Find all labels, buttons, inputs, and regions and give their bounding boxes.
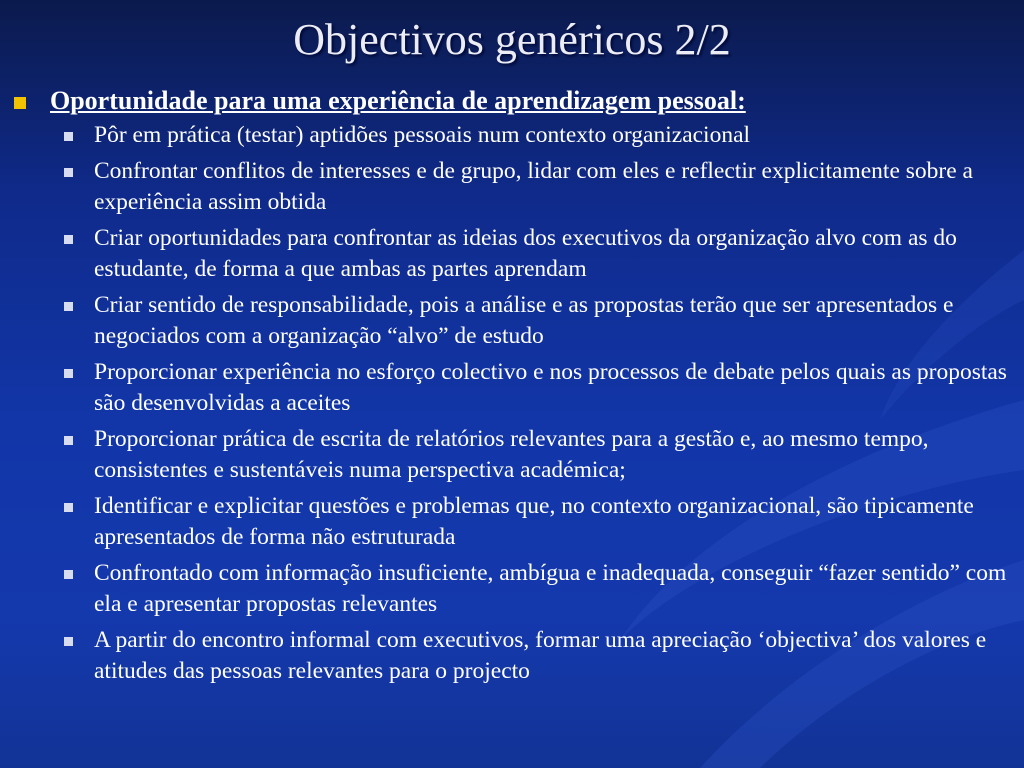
list-item <box>14 491 1014 553</box>
list-item <box>14 625 1014 687</box>
list-item-text: Proporcionar prática de escrita de relatórios relevantes para a gestão e, ao mesmo tempo, consistentes e sustentáveis numa perspectiva académica; <box>94 426 929 483</box>
sub-bullet-list <box>14 120 1014 687</box>
square-bullet-icon <box>62 357 94 388</box>
slide-title: Objectivos genéricos 2/2 <box>293 15 731 64</box>
list-item-text: Criar oportunidades para confrontar as ideias dos executivos da organização alvo com as do estudante, de forma a que ambas as partes aprendam <box>94 225 957 282</box>
square-bullet-icon <box>62 156 94 187</box>
square-bullet-icon <box>14 86 50 116</box>
list-item <box>14 156 1014 218</box>
list-item <box>14 223 1014 285</box>
list-item-text: Identificar e explicitar questões e problemas que, no contexto organizacional, são tipicamente apresentados de forma não estruturada <box>94 493 974 550</box>
list-item <box>14 120 1014 151</box>
square-bullet-icon <box>62 120 94 151</box>
square-bullet-icon <box>62 491 94 522</box>
list-item-text: Confrontado com informação insuficiente, ambígua e inadequada, conseguir “fazer sentido” com ela e apresentar propostas relevantes <box>94 560 1007 617</box>
list-item <box>14 357 1014 419</box>
level1-bullet-text: Oportunidade para uma experiência de aprendizagem pessoal: <box>50 86 746 115</box>
square-bullet-icon <box>62 223 94 254</box>
square-bullet-icon <box>62 625 94 656</box>
square-bullet-icon <box>62 558 94 589</box>
list-item-text: A partir do encontro informal com executivos, formar uma apreciação ‘objectiva’ dos valores e atitudes das pessoas relevantes para o projecto <box>94 627 987 684</box>
list-item <box>14 424 1014 486</box>
square-bullet-icon <box>62 290 94 321</box>
list-item <box>14 558 1014 620</box>
level1-bullet-item <box>14 86 1014 116</box>
list-item-text: Proporcionar experiência no esforço colectivo e nos processos de debate pelos quais as propostas são desenvolvidas a aceites <box>94 359 1007 416</box>
list-item-text: Criar sentido de responsabilidade, pois a análise e as propostas terão que ser apresentados e negociados com a organização “alvo” de estudo <box>94 292 954 349</box>
slide-content <box>14 86 1014 692</box>
list-item <box>14 290 1014 352</box>
square-bullet-icon <box>62 424 94 455</box>
list-item-text: Pôr em prática (testar) aptidões pessoais num contexto organizacional <box>94 122 751 148</box>
list-item-text: Confrontar conflitos de interesses e de grupo, lidar com eles e reflectir explicitamente sobre a experiência assim obtida <box>94 158 973 215</box>
